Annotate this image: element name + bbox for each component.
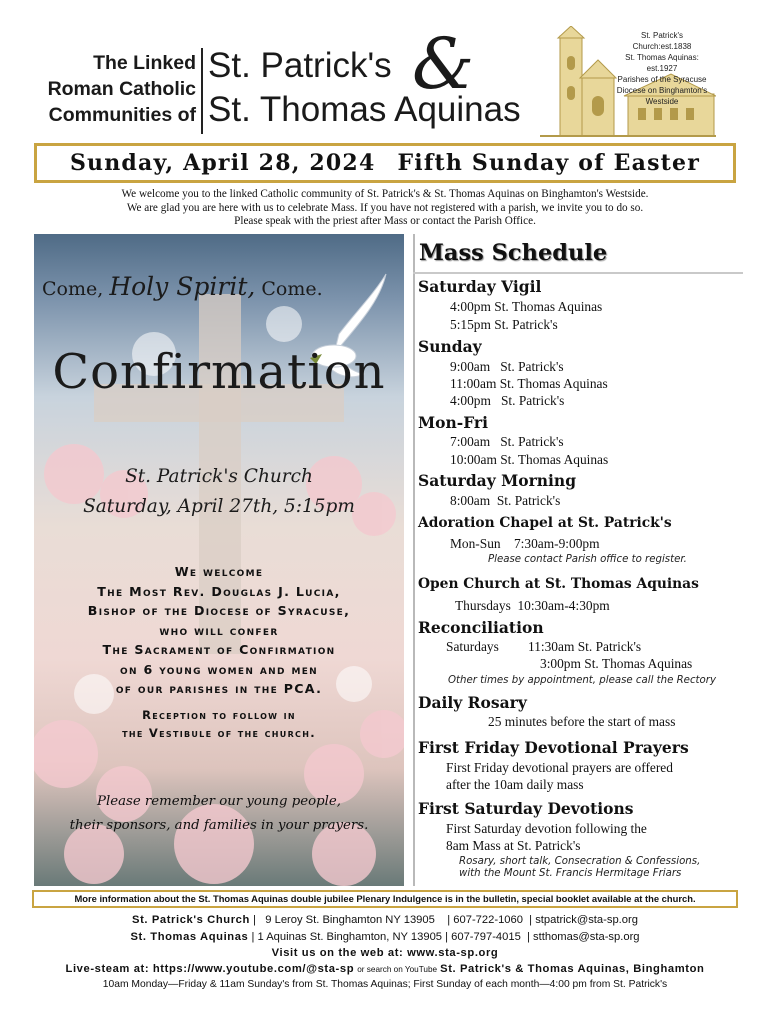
welcome-line: Please speak with the priest after Mass or contact the Parish Office. <box>234 215 536 227</box>
bulletin-date: Sunday, April 28, 2024 <box>69 150 376 176</box>
sunday-time: 4:00pm St. Patrick's <box>450 393 565 408</box>
establishment-note <box>612 30 712 107</box>
reconciliation-time: 3:00pm St. Thomas Aquinas <box>540 656 693 671</box>
est-line: Church:est.1838 <box>632 42 692 51</box>
saturday-vigil-time: 5:15pm St. Patrick's <box>450 317 558 332</box>
livestream-times: 10am Monday—Friday & 11am Sunday's from St. Thomas Aquinas; First Sunday of each month—4:00 pm from St. Patrick's <box>102 979 668 990</box>
reception-line: Reception to follow in <box>142 708 296 722</box>
prayer-request-line: Please remember our young people, <box>97 794 341 809</box>
open-church-hours: Thursdays 10:30am-4:30pm <box>455 598 610 613</box>
liturgical-feast: Fifth Sunday of Easter <box>397 150 701 176</box>
confirmation-location <box>34 462 404 522</box>
bishop-welcome-line: The Sacrament of Confirmation <box>102 642 336 657</box>
reception-line: the Vestibule of the church. <box>122 726 316 740</box>
parish-name-st-thomas: St. Thomas Aquinas <box>208 90 521 129</box>
first-friday-heading: First Friday Devotional Prayers <box>418 738 689 757</box>
open-church-heading: Open Church at St. Thomas Aquinas <box>418 576 699 592</box>
mon-fri-time: 7:00am St. Patrick's <box>450 434 564 449</box>
confirmation-church: St. Patrick's Church <box>125 466 313 487</box>
ampersand: & <box>412 23 475 105</box>
est-line: St. Thomas Aquinas: est.1927 <box>625 53 699 73</box>
saturday-vigil-time: 4:00pm St. Thomas Aquinas <box>450 299 603 314</box>
livestream-line <box>20 963 750 975</box>
communities-label <box>34 50 196 128</box>
confirmation-title: Confirmation <box>52 344 386 400</box>
parish-name-st-patricks: St. Patrick's <box>208 46 392 85</box>
website-text: Visit us on the web at: www.sta-sp.org <box>271 947 499 959</box>
mon-fri-time: 10:00am St. Thomas Aquinas <box>450 452 609 467</box>
schedule-title-rule <box>413 272 743 274</box>
adoration-heading: Adoration Chapel at St. Patrick's <box>418 515 672 531</box>
plenary-indulgence-notice: More information about the St. Thomas Aquinas double jubilee Plenary Indulgence is in the bulletin, special booklet available at the church. <box>32 890 738 908</box>
first-friday-line: after the 10am daily mass <box>446 777 584 792</box>
first-saturday-line: 8am Mass at St. Patrick's <box>446 838 581 853</box>
schedule-title: Mass Schedule <box>419 240 608 266</box>
bishop-welcome-line: The Most Rev. Douglas J. Lucia, <box>97 583 341 599</box>
est-line: Westside <box>645 97 679 106</box>
welcome-line: We welcome you to the linked Catholic community of St. Patrick's & St. Thomas Aquinas on Binghamton's Westside. <box>121 188 649 200</box>
header-divider <box>201 48 203 134</box>
prayer-request-line: their sponsors, and families in your prayers. <box>69 818 369 833</box>
reconciliation-time: 11:30am St. Patrick's <box>528 639 642 654</box>
sunday-time: 11:00am St. Thomas Aquinas <box>450 376 608 391</box>
bishop-welcome-line: on 6 young women and men <box>120 661 318 677</box>
saturday-vigil-heading: Saturday Vigil <box>418 277 542 296</box>
reconciliation-day: Saturdays <box>446 639 499 654</box>
youtube-channel-name: St. Patrick's & Thomas Aquinas, Binghamton <box>440 963 705 975</box>
saturday-morning-time: 8:00am St. Patrick's <box>450 493 561 508</box>
est-line: Diocese on Binghamton's <box>616 86 708 95</box>
come-word: Come. <box>261 278 323 300</box>
confirmation-poster <box>34 234 404 886</box>
come-word: Come, <box>42 278 104 300</box>
bishop-welcome-line: who will confer <box>159 622 279 638</box>
bishop-welcome-line: Bishop of the Diocese of Syracuse, <box>87 603 351 618</box>
livestream-link: Live-steam at: https://www.youtube.com/@sta-sp <box>65 963 355 975</box>
first-saturday-note: Rosary, short talk, Consecration & Confessions, <box>459 856 701 867</box>
communities-line: Roman Catholic <box>47 78 196 100</box>
website-line <box>20 947 750 959</box>
sunday-time: 9:00am St. Patrick's <box>450 359 564 374</box>
st-patricks-name: St. Patrick's Church <box>132 914 250 926</box>
first-saturday-line: First Saturday devotion following the <box>446 821 647 836</box>
st-thomas-contact <box>20 931 750 943</box>
reception-note <box>34 706 404 742</box>
daily-rosary-time: 25 minutes before the start of mass <box>488 714 676 729</box>
adoration-note: Please contact Parish office to register. <box>488 554 687 565</box>
mass-schedule <box>413 234 743 886</box>
reconciliation-note: Other times by appointment, please call the Rectory <box>448 675 716 686</box>
youtube-search-note: or search on YouTube <box>357 965 438 974</box>
confirmation-datetime: Saturday, April 27th, 5:15pm <box>83 496 355 517</box>
date-banner <box>34 143 736 183</box>
st-patricks-info: | 9 Leroy St. Binghamton NY 13905 | 607-722-1060 | stpatrick@sta-sp.org <box>253 914 638 926</box>
communities-line: The Linked <box>93 52 196 74</box>
cross-and-flowers-icon <box>34 234 404 886</box>
est-line: Parishes of the Syracuse <box>617 75 707 84</box>
poster-tagline <box>42 272 402 301</box>
first-friday-line: First Friday devotional prayers are offered <box>446 760 673 775</box>
est-line: St. Patrick's <box>641 31 683 40</box>
communities-line: Communities of <box>48 104 196 126</box>
welcome-line: We are glad you are here with us to celebrate Mass. If you have not registered with a parish, we invite you to do so. <box>126 201 644 214</box>
mon-fri-heading: Mon-Fri <box>418 413 488 432</box>
bishop-welcome-line: of our parishes in the PCA. <box>115 681 323 696</box>
holy-spirit-words: Holy Spirit, <box>109 272 256 301</box>
prayer-request <box>34 790 404 838</box>
daily-rosary-heading: Daily Rosary <box>418 693 527 712</box>
st-thomas-name: St. Thomas Aquinas <box>130 931 249 943</box>
first-saturday-heading: First Saturday Devotions <box>418 799 634 818</box>
sunday-heading: Sunday <box>418 337 482 356</box>
st-patricks-contact <box>20 914 750 926</box>
saturday-morning-heading: Saturday Morning <box>418 471 577 490</box>
bishop-welcome-line: We welcome <box>174 564 264 579</box>
reconciliation-heading: Reconciliation <box>418 618 544 637</box>
bishop-welcome <box>38 562 400 699</box>
first-saturday-note: with the Mount St. Francis Hermitage Friars <box>459 868 682 879</box>
st-thomas-info: | 1 Aquinas St. Binghamton, NY 13905 | 607-797-4015 | stthomas@sta-sp.org <box>251 931 640 943</box>
schedule-divider <box>413 234 415 886</box>
welcome-message <box>40 188 730 229</box>
adoration-hours: Mon-Sun 7:30am-9:00pm <box>450 536 600 551</box>
